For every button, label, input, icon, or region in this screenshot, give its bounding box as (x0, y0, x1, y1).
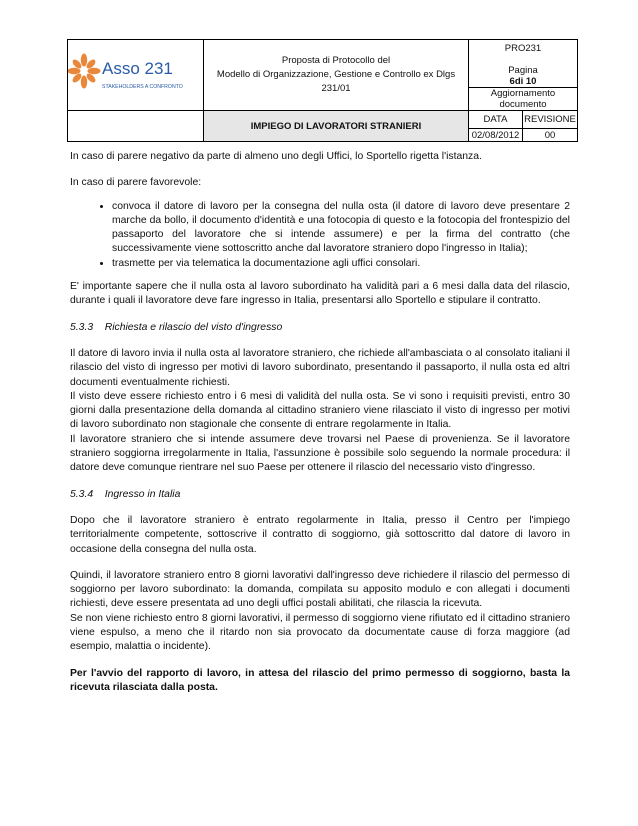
list-item: • convoca il datore di lavoro per la consegna del nulla osta (il datore di lavoro deve presentare 2 marche da bollo, il documento d'identità e una fotocopia di questo e la fotocopia del frontespizio del passaporto del lavoratore che si intende assumere) e per la firma del contratto (che successivamente viene sottoscritto anche dal lavoratore straniero dopo l'ingresso in Italia); (112, 200, 570, 257)
section-title: Richiesta e rilascio del visto d'ingresso (104, 321, 283, 333)
page-label: Pagina (508, 65, 538, 76)
paragraph-postal-receipt: Per l'avvio del rapporto di lavoro, in attesa del rilascio del primo permesso di soggiorno, basta la ricevuta rilasciata dalla posta. (70, 667, 570, 693)
revision-label: REVISIONE (523, 111, 578, 129)
protocol-title (204, 40, 469, 111)
section-heading-533 (70, 321, 570, 335)
section-title: IMPIEGO DI LAVORATORI STRANIERI (204, 111, 469, 142)
list-item: • trasmette per via telematica la documentazione agli uffici consolari. (112, 257, 570, 271)
section-number: 5.3.3 (70, 321, 94, 333)
blank-cell (68, 111, 204, 142)
logo-tagline: STAKEHOLDERS A CONFRONTO (102, 83, 183, 90)
document-body (70, 150, 570, 695)
protocol-line1: Proposta di Protocollo del (281, 55, 391, 66)
logo-text: Asso 231 (102, 58, 173, 78)
code-page-cell (469, 40, 578, 88)
date-value: 02/08/2012 (469, 129, 523, 142)
document-header-table (67, 39, 578, 142)
asso231-logo (68, 51, 202, 97)
paragraph-visa-deadline: Il visto deve essere richiesto entro i 6 mesi di validità del nulla osta. Se vi sono i requisiti previsti, entro 30 giorni dalla presentazione della domanda al cittadino straniero viene rilasciato il visto di ingresso per motivi di lavoro subordinato non stagionale che consente di entrare regolarmente in Italia. (70, 390, 570, 431)
protocol-line2: Modello di Organizzazione, Gestione e Controllo ex Dlgs 231/01 (216, 69, 456, 94)
revision-value: 00 (523, 129, 578, 142)
section-heading-534 (70, 488, 570, 502)
logo-cell (68, 40, 204, 111)
paragraph-worker-country: Il lavoratore straniero che si intende assumere deve trovarsi nel Paese di provenienza. Se il lavoratore straniero soggiorna irregolarmente in Italia, l'assunzione è possibile solo seguendo la normale procedura: il datore deve comunque rientrare nel suo Paese per ottenere il rilascio del necessario visto d'ingresso. (70, 433, 570, 474)
page-number: 6di 10 (509, 76, 537, 87)
favorable-actions-list (70, 200, 570, 271)
document-code: PRO231 (504, 43, 542, 54)
paragraph-permit-refusal: Se non viene richiesto entro 8 giorni lavorativi, il permesso di soggiorno viene rifiutato ed il cittadino straniero viene espulso, a meno che il ritardo non sia provocato da documentate cause di forza maggiore (ad esempio, malattia o incidente). (70, 612, 570, 653)
paragraph-nulla-osta-validity: E' importante sapere che il nulla osta al lavoro subordinato ha validità pari a 6 mesi dalla data del rilascio, durante i quali il lavoratore deve fare ingresso in Italia, presentarsi allo Sportello e stipulare il contratto. (70, 281, 570, 307)
paragraph-favorable-opinion: In caso di parere favorevole: (70, 177, 202, 189)
paragraph-negative-opinion: In caso di parere negativo da parte di almeno uno degli Uffici, lo Sportello rigetta l'istanza. (70, 151, 482, 162)
paragraph-residence-permit: Quindi, il lavoratore straniero entro 8 giorni lavorativi dall'ingresso deve richiedere il rilascio del permesso di soggiorno per lavoro subordinato: la domanda, compilata su apposito modulo e con allegati i documenti richiesti, deve essere presentata ad uno degli uffici postali abilitati, che rilascia la ricevuta. (70, 569, 570, 610)
paragraph-entry-contract: Dopo che il lavoratore straniero è entrato regolarmente in Italia, presso il Centro per l'impiego territorialmente competente, sottoscrive il contratto di soggiorno, già sottoscritto dal datore di lavoro in occasione della consegna del nulla osta. (70, 514, 570, 555)
flower-icon (68, 53, 101, 88)
section-title: Ingresso in Italia (104, 488, 181, 500)
update-label: Aggiornamento documento (469, 88, 578, 111)
date-label: DATA (469, 111, 523, 129)
section-number: 5.3.4 (70, 488, 94, 500)
paragraph-visa-request: Il datore di lavoro invia il nulla osta al lavoratore straniero, che richiede all'ambasciata o al consolato italiani il rilascio del visto di ingresso per motivi di lavoro subordinato, presentando il passaporto, il nulla osta ed altri documenti eventualmente richiesti. (70, 347, 570, 388)
